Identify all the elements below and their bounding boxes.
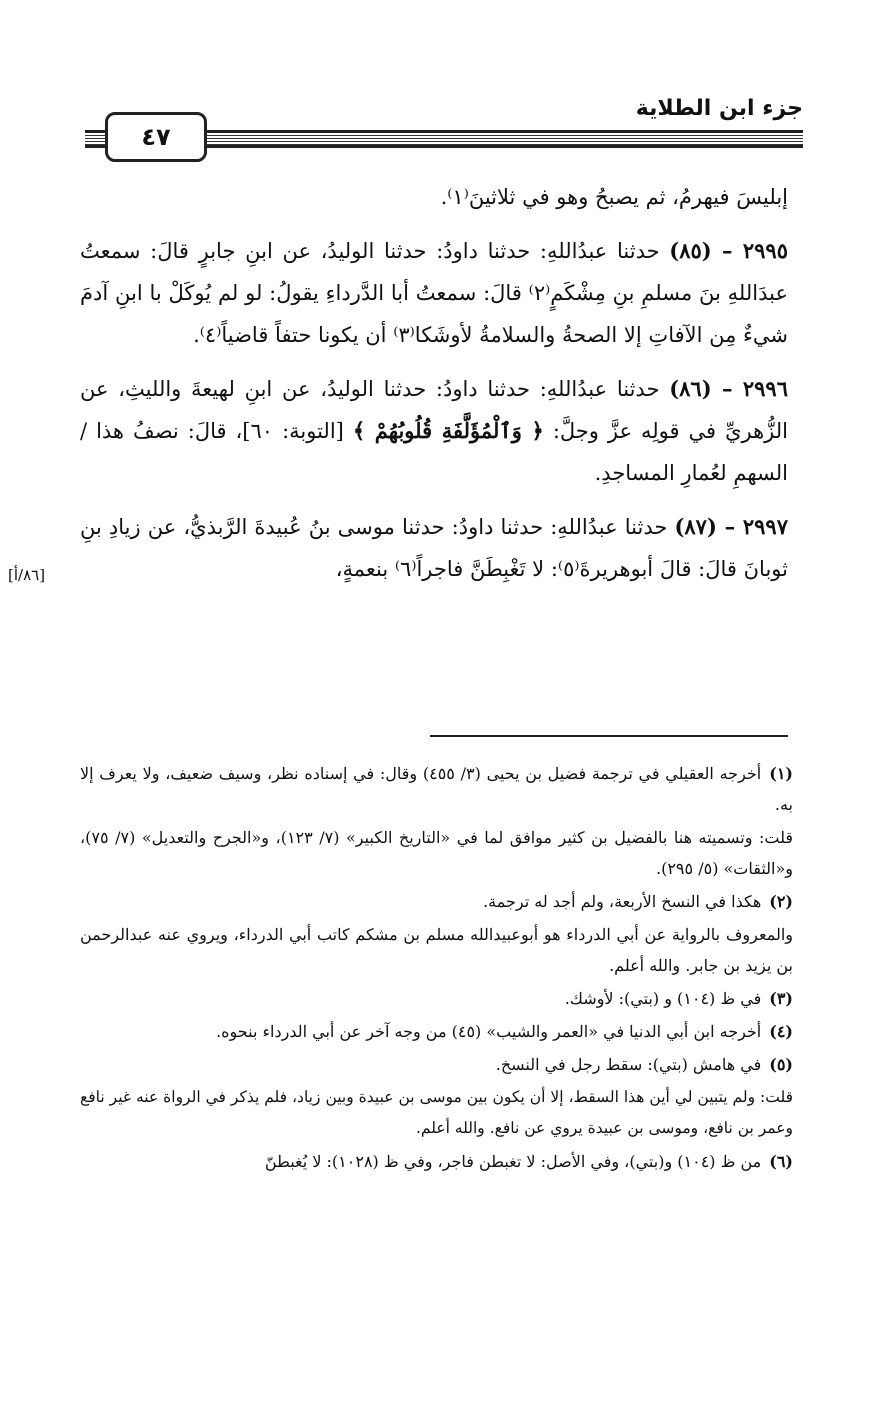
footnote [80, 1146, 793, 1177]
footnote [80, 886, 793, 917]
footnotes [80, 758, 793, 1179]
footnote-number: (١) [769, 764, 793, 783]
hadith-text: حدثنا عبدُاللهِ: حدثنا داودُ: حدثنا الوليدُ، عن ابنِ لهيعةَ والليثِ، عن الزُّهريِّ في قولِه عزَّ وجلَّ: [80, 377, 788, 443]
hadith-text: حدثنا عبدُاللهِ: حدثنا داودُ: حدثنا موسى بنُ عُبيدةَ الرَّبذيُّ، عن زيادِ بنِ ثوبانَ قالَ: قالَ أبوهريرةَ⁽٥⁾: لا تَغْبِطَنَّ فاجراً⁽٦⁾ بنعمةٍ، [80, 515, 788, 581]
footnote-number: (٥) [769, 1055, 793, 1074]
paragraph-text: إبليسَ فيهرمُ، ثم يصبحُ وهو في ثلاثينَ⁽١⁾. [440, 185, 788, 209]
footnote-number: (٦) [769, 1152, 793, 1171]
hadith-text-after: [التوبة: ٦٠]، قالَ: نصفُ هذا / السهمِ لعُمارِ المساجدِ. [80, 419, 788, 485]
footnote-text: في ظ (١٠٤) و (بتي): لأوشك. [564, 989, 762, 1008]
manuscript-folio-reference: [٨٦/أ] [8, 566, 46, 584]
footnote-continuation [80, 919, 793, 981]
footnote-text: هكذا في النسخ الأربعة، ولم أجد له ترجمة. [483, 892, 762, 911]
footnote [80, 983, 793, 1014]
footnote [80, 1016, 793, 1047]
hadith-2997 [80, 506, 788, 590]
footnote-number: (٢) [769, 892, 793, 911]
page-number: ٤٧ [105, 112, 207, 162]
footnote-separator [430, 735, 788, 737]
footnote-number: (٤) [769, 1022, 793, 1041]
footnote-text: والمعروف بالرواية عن أبي الدرداء هو أبوعبيدالله مسلم بن مشكم كاتب أبي الدرداء، ويروي عنه عبدالرحمن بن يزيد بن جابر. والله أعلم. [80, 925, 794, 975]
footnote-text: أخرجه العقيلي في ترجمة فضيل بن يحيى (٣/ ٤٥٥) وقال: في إسناده نظر، وسيف ضعيف، ولا يعرف إلا به. [80, 764, 793, 814]
footnote [80, 758, 793, 820]
footnote-text: أخرجه ابن أبي الدنيا في «العمر والشيب» (٤٥) من وجه آخر عن أبي الدرداء بنحوه. [216, 1022, 762, 1041]
hadith-number: ٢٩٩٧ – (٨٧) [674, 514, 788, 539]
hadith-text: حدثنا عبدُاللهِ: حدثنا داودُ: حدثنا الوليدُ، عن ابنِ جابرٍ قالَ: سمعتُ عبدَاللهِ بنَ مسلمِ بنِ مِشْكَمٍ⁽٢⁾ قالَ: سمعتُ أبا الدَّرداءِ يقولُ: لو لم يُوكَلْ با ابنِ آدمَ شيءٌ مِن الآفاتِ إلا الصحةُ والسلامةُ لأوشَكا⁽٣⁾ أن يكونا حتفاً قاضياً⁽٤⁾. [80, 239, 788, 347]
footnote-continuation [80, 1082, 793, 1144]
footnote [80, 1049, 793, 1080]
book-title: جزء ابن الطلاية [635, 96, 803, 121]
hadith-2995 [80, 230, 788, 356]
quran-verse: ﴿ وَٱلْمُؤَلَّفَةِ قُلُوبُهُمْ ﴾ [352, 418, 544, 443]
footnote-continuation [80, 822, 793, 884]
footnote-text: قلت: وتسميته هنا بالفضيل بن كثير موافق لما في «التاريخ الكبير» (٧/ ١٢٣)، و«الجرح والتعديل» (٧/ ٧٥)، و«الثقات» (٥/ ٢٩٥). [80, 828, 794, 878]
hadith-number: ٢٩٩٦ – (٨٦) [669, 376, 788, 401]
paragraph-continuation [80, 176, 788, 218]
footnote-text: في هامش (بتي): سقط رجل في النسخ. [495, 1055, 762, 1074]
main-text [80, 176, 788, 602]
footnote-number: (٣) [769, 989, 793, 1008]
hadith-number: ٢٩٩٥ – (٨٥) [669, 238, 788, 263]
footnote-text: قلت: ولم يتبين لي أين هذا السقط، إلا أن يكون بين موسى بن عبيدة وبين زياد، فلم يذكر في الرواة عنه غير نافع وعمر بن نافع، وموسى بن عبيدة يروي عن نافع. والله أعلم. [80, 1088, 793, 1137]
hadith-2996 [80, 368, 788, 494]
footnote-text: من ظ (١٠٤) و(بتي)، وفي الأصل: لا تغبطن فاجر، وفي ظ (١٠٢٨): لا يُغبطنّ [264, 1152, 762, 1171]
